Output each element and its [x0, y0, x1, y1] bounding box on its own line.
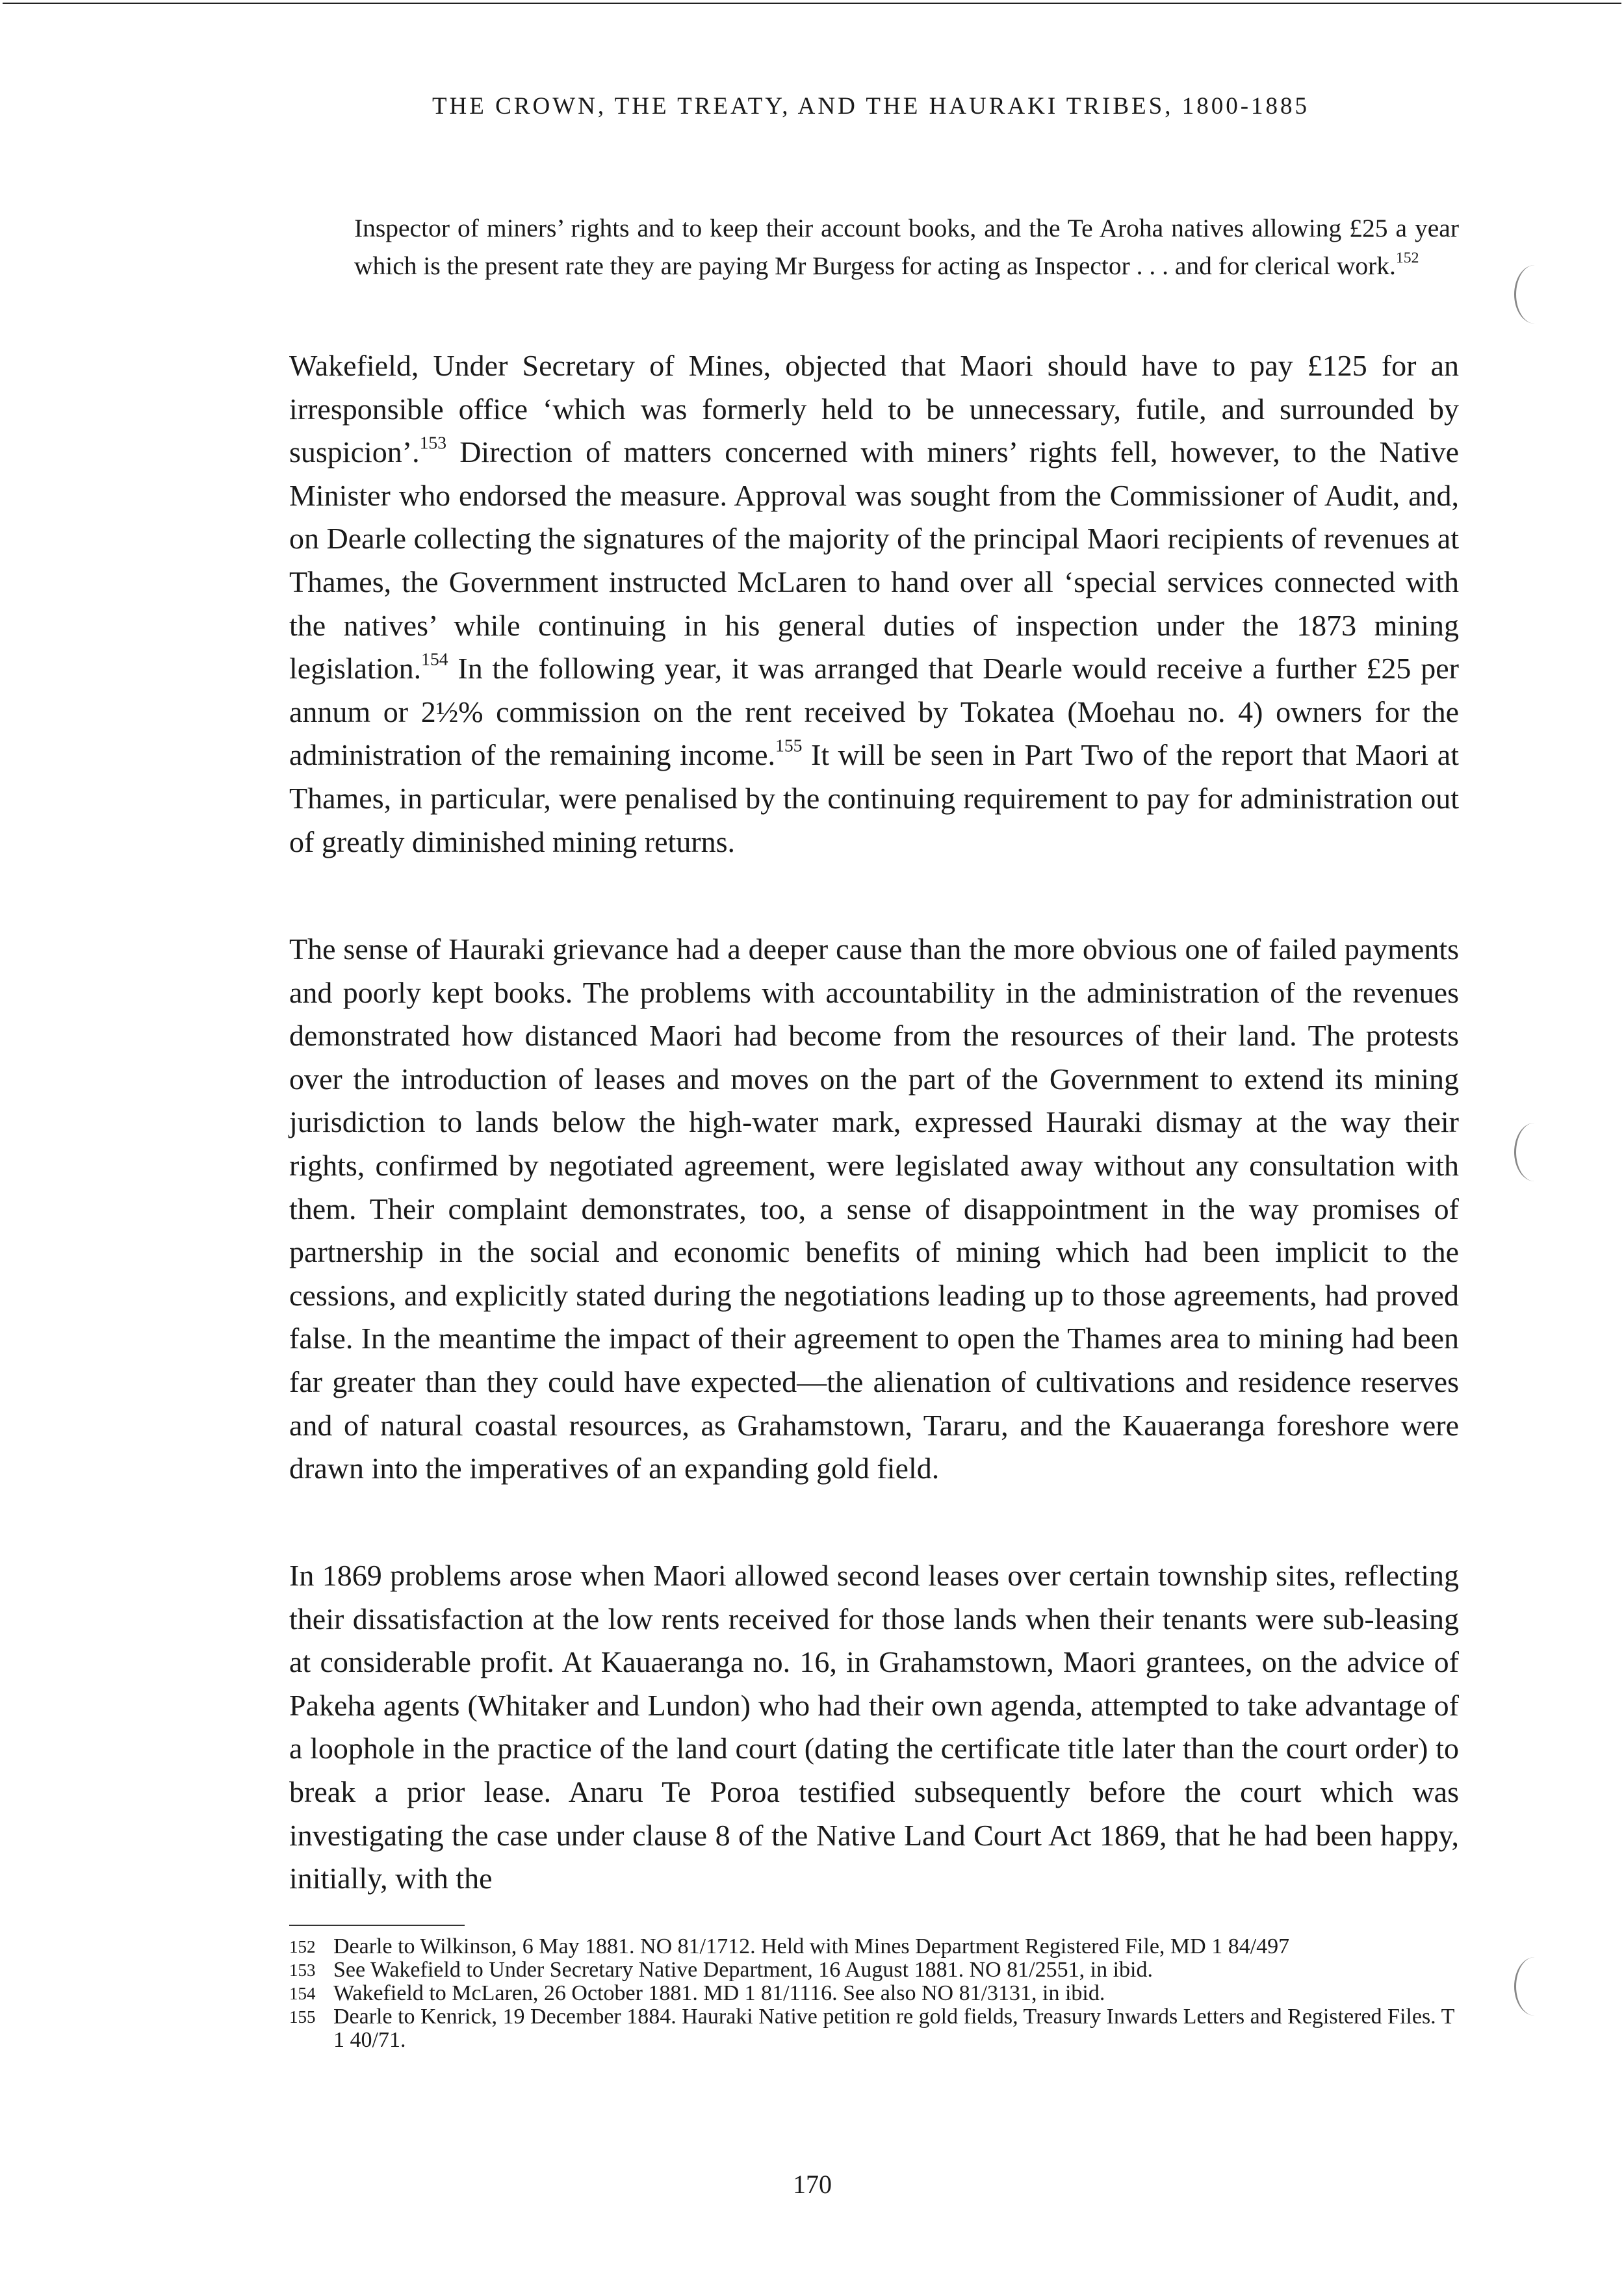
- footnote: [289, 1982, 1459, 2005]
- footnotes: [289, 1935, 1459, 2052]
- block-quote: [354, 209, 1459, 285]
- footnote: [289, 2005, 1459, 2052]
- footnote: [289, 1958, 1459, 1982]
- paragraph-1-part-2: Direction of matters concerned with miners’ rights fell, however, to the Native Minister who endorsed the measure. Approval was sought from the Commissioner of Audit, and, on Dearle collecting the signatures of the majority of the principal Maori recipients of revenues at Thames, the Government instructed McLaren to hand over all ‘special services connected with the natives’ while continuing in his general duties of inspection under the 1873 mining legislation.: [289, 435, 1459, 686]
- footnote-text: Wakefield to McLaren, 26 October 1881. MD 1 81/1116. See also NO 81/3131, in ibid.: [333, 1981, 1105, 2005]
- page-number: 170: [793, 2170, 832, 2199]
- paragraph-1-part-1: Wakefield, Under Secretary of Mines, objected that Maori should have to pay £125 for an irresponsible office ‘which was formerly held to be unnecessary, futile, and surrounded by suspicion’.: [289, 349, 1459, 469]
- footnote-text: Dearle to Wilkinson, 6 May 1881. NO 81/1712. Held with Mines Department Registered File, MD 1 84/497: [333, 1934, 1290, 1958]
- page-top-border: [3, 3, 1621, 4]
- footnote-ref[interactable]: 153: [419, 432, 446, 453]
- footnote-ref[interactable]: 154: [421, 648, 448, 669]
- block-quote-text: Inspector of miners’ rights and to keep their account books, and the Te Aroha natives allowing £25 a year which is the present rate they are paying Mr Burgess for acting as Inspector . . . and for clerical work.: [354, 214, 1459, 280]
- paragraph-1: [289, 344, 1459, 864]
- paragraph-2: The sense of Hauraki grievance had a deeper cause than the more obvious one of failed payments and poorly kept books. The problems with accountability in the administration of the revenues demonstrated how distanced Maori had become from the resources of their land. The protests over the introduction of leases and moves on the part of the Government to extend its mining jurisdiction to lands below the high-water mark, expressed Hauraki dismay at the way their rights, confirmed by negotiated agreement, were legislated away without any consultation with them. Their complaint demonstrates, too, a sense of disappointment in the way promises of partnership in the social and economic benefits of mining which had been implicit to the cessions, and explicitly stated during the negotiations leading up to those agreements, had proved false. In the meantime the impact of their agreement to open the Thames area to mining had been far greater than they could have expected—the alienation of cultivations and residence reserves and of natural coastal resources, as Grahamstown, Tararu, and the Kauaeranga foreshore were drawn into the imperatives of an expanding gold field.: [289, 932, 1459, 1485]
- binding-hole-mark: [1514, 1957, 1555, 2016]
- paragraph-1-part-4: It will be seen in Part Two of the report that Maori at Thames, in particular, were penalised by the continuing requirement to pay for administration out of greatly diminished mining returns.: [289, 738, 1459, 858]
- footnote-divider: [289, 1925, 465, 1926]
- running-head: THE CROWN, THE TREATY, AND THE HAURAKI TRIBES, 1800-1885: [432, 93, 1310, 120]
- paragraph-3: In 1869 problems arose when Maori allowed second leases over certain township sites, reflecting their dissatisfaction at the low rents received for those lands when their tenants were sub-leasing at considerable profit. At Kauaeranga no. 16, in Grahamstown, Maori grantees, on the advice of Pakeha agents (Whitaker and Lundon) who had their own agenda, attempted to take advantage of a loophole in the practice of the land court (dating the certificate title later than the court order) to break a prior lease. Anaru Te Poroa testified subsequently before the court which was investigating the case under clause 8 of the Native Land Court Act 1869, that he had been happy, initially, with the: [289, 1559, 1459, 1895]
- paragraph-1-part-3: In the following year, it was arranged that Dearle would receive a further £25 per annum or 2½% commission on the rent received by Tokatea (Moehau no. 4) owners for the administration of the remaining income.: [289, 652, 1459, 772]
- footnote-ref[interactable]: 152: [1395, 250, 1419, 267]
- footnote-number: 154: [289, 1984, 316, 2003]
- footnote-number: 153: [289, 1960, 316, 1980]
- binding-hole-mark: [1514, 265, 1555, 324]
- footnote-ref[interactable]: 155: [775, 735, 803, 756]
- binding-hole-mark: [1514, 1123, 1555, 1181]
- footnote-number: 152: [289, 1937, 316, 1957]
- footnote-text: Dearle to Kenrick, 19 December 1884. Hauraki Native petition re gold fields, Treasury Inwards Letters and Registered Files. T 1 40/71.: [333, 2005, 1454, 2052]
- footnote-text: See Wakefield to Under Secretary Native Department, 16 August 1881. NO 81/2551, in ibid.: [333, 1958, 1153, 1982]
- footnote: [289, 1935, 1459, 1958]
- footnote-number: 155: [289, 2007, 316, 2027]
